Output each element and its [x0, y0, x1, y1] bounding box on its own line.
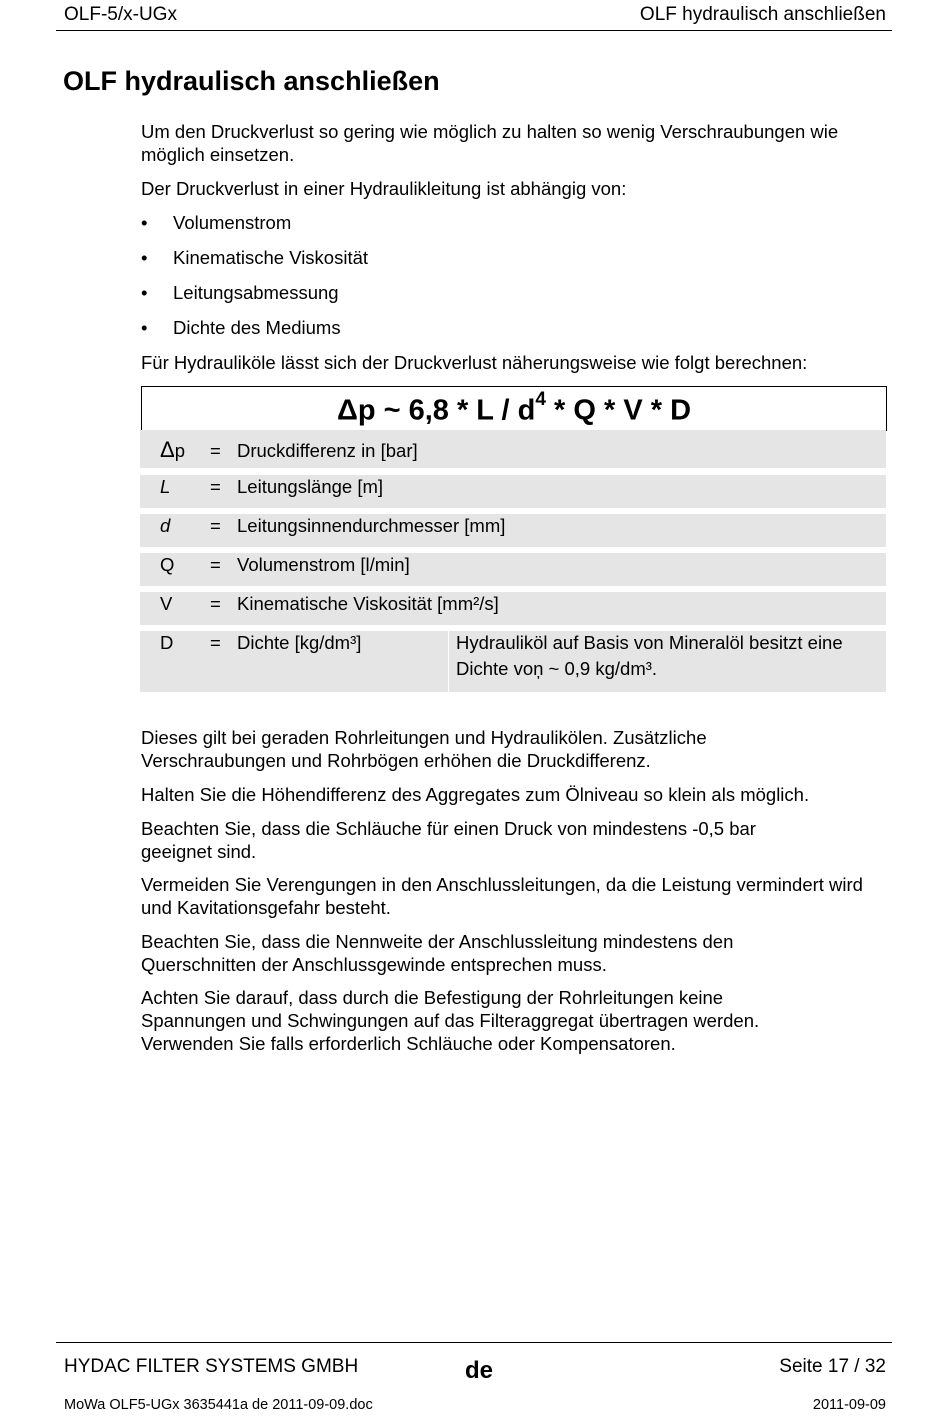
list-item-label: Dichte des Mediums	[173, 317, 341, 338]
formula-box	[141, 386, 887, 431]
header-section-title: OLF hydraulisch anschließen	[639, 4, 886, 25]
bullet-icon: •	[141, 282, 148, 303]
legend-row-v	[140, 592, 886, 625]
legend-symbol: D	[160, 632, 174, 653]
legend-symbol: Δp	[160, 437, 185, 462]
legend-row-density	[140, 631, 886, 692]
paragraph-height-difference	[141, 783, 891, 806]
bullet-icon: •	[141, 317, 148, 338]
paragraph-hoses	[141, 817, 891, 863]
legend-description: Dichte [kg/dm³]	[237, 632, 362, 653]
legend-equals: =	[210, 593, 221, 614]
legend-description: Volumenstrom [l/min]	[237, 554, 410, 575]
list-item	[141, 317, 341, 339]
paragraph-straight-pipes	[141, 726, 891, 772]
paragraph-text: Halten Sie die Höhendifferenz des Aggregates zum Ölniveau so klein als möglich.	[141, 784, 810, 805]
header-doc-id: OLF-5/x-UGx	[64, 4, 177, 25]
bullet-icon: •	[141, 247, 148, 268]
legend-equals: =	[210, 440, 221, 461]
paragraph-mounting	[141, 986, 891, 1055]
intro-text-1: Um den Druckverlust so gering wie möglich zu halten so wenig Verschraubungen wie möglich einsetzen.	[141, 121, 839, 165]
legend-description: Leitungslänge [m]	[237, 476, 384, 497]
list-item	[141, 247, 368, 269]
legend-equals: =	[210, 554, 221, 575]
list-item-label: Leitungsabmessung	[173, 282, 339, 303]
legend-row-d	[140, 514, 886, 547]
intro-text-2: Der Druckverlust in einer Hydraulikleitung ist abhängig von:	[141, 178, 627, 199]
formula-main: Δp ~ 6,8 * L / d	[336, 394, 536, 427]
list-item	[141, 212, 291, 234]
legend-description: Leitungsinnendurchmesser [mm]	[237, 515, 506, 536]
footer-page-number: Seite 17 / 32	[779, 1356, 886, 1377]
header-divider	[56, 30, 892, 31]
paragraph-constrictions	[141, 873, 891, 919]
paragraph-text: Beachten Sie, dass die Schläuche für einen Druck von mindestens -0,5 bar geeignet sind.	[141, 818, 756, 862]
formula-tail: * Q * V * D	[545, 394, 692, 427]
legend-row-l	[140, 475, 886, 508]
legend-equals: =	[210, 632, 221, 653]
intro-paragraph-1	[141, 120, 891, 166]
paragraph-text: Dieses gilt bei geraden Rohrleitungen und Hydraulikölen. Zusätzliche Verschraubungen und Rohrbögen erhöhen die Druckdifferenz.	[141, 727, 707, 771]
paragraph-text: Vermeiden Sie Verengungen in den Anschlussleitungen, da die Leistung vermindert wird und Kavitationsgefahr besteht.	[141, 874, 863, 918]
paragraph-text: Achten Sie darauf, dass durch die Befestigung der Rohrleitungen keine Spannungen und Schwingungen auf das Filteraggregat übertragen werden. Verwenden Sie falls erforderlich Schläuche oder Kompensatoren.	[141, 987, 760, 1054]
intro-text-3: Für Hydrauliköle lässt sich der Druckverlust näherungsweise wie folgt berechnen:	[141, 352, 808, 373]
legend-row-delta-p	[140, 430, 886, 468]
intro-paragraph-3	[141, 351, 891, 374]
bullet-icon: •	[141, 212, 148, 233]
page-title: OLF hydraulisch anschließen	[63, 66, 440, 96]
legend-symbol: d	[160, 515, 171, 536]
footer-divider	[56, 1342, 892, 1343]
list-item-label: Volumenstrom	[173, 212, 292, 233]
footer-document-name: MoWa OLF5-UGx 3635441a de 2011-09-09.doc	[64, 1397, 373, 1413]
legend-symbol: Q	[160, 554, 175, 575]
note-divider	[448, 631, 449, 692]
paragraph-text: Beachten Sie, dass die Nennweite der Anschlussleitung mindestens den Querschnitten der Anschlussgewinde entsprechen muss.	[141, 931, 734, 975]
intro-paragraph-2	[141, 177, 891, 200]
legend-equals: =	[210, 476, 221, 497]
legend-description: Druckdifferenz in [bar]	[237, 440, 418, 461]
legend-equals: =	[210, 515, 221, 536]
legend-row-q	[140, 553, 886, 586]
legend-note: Hydrauliköl auf Basis von Mineralöl besitzt eine Dichte voņ ~ 0,9 kg/dm³.	[456, 632, 843, 679]
legend-symbol: L	[160, 476, 171, 497]
list-item-label: Kinematische Viskosität	[173, 247, 369, 268]
footer-company: HYDAC FILTER SYSTEMS GMBH	[64, 1356, 359, 1377]
legend-symbol: V	[160, 593, 173, 614]
footer-date: 2011-09-09	[812, 1397, 886, 1413]
formula-exponent: 4	[535, 389, 546, 410]
legend-description: Kinematische Viskosität [mm²/s]	[237, 593, 499, 614]
paragraph-nominal-width	[141, 930, 891, 976]
footer-language: de	[465, 1357, 494, 1384]
list-item	[141, 282, 339, 304]
